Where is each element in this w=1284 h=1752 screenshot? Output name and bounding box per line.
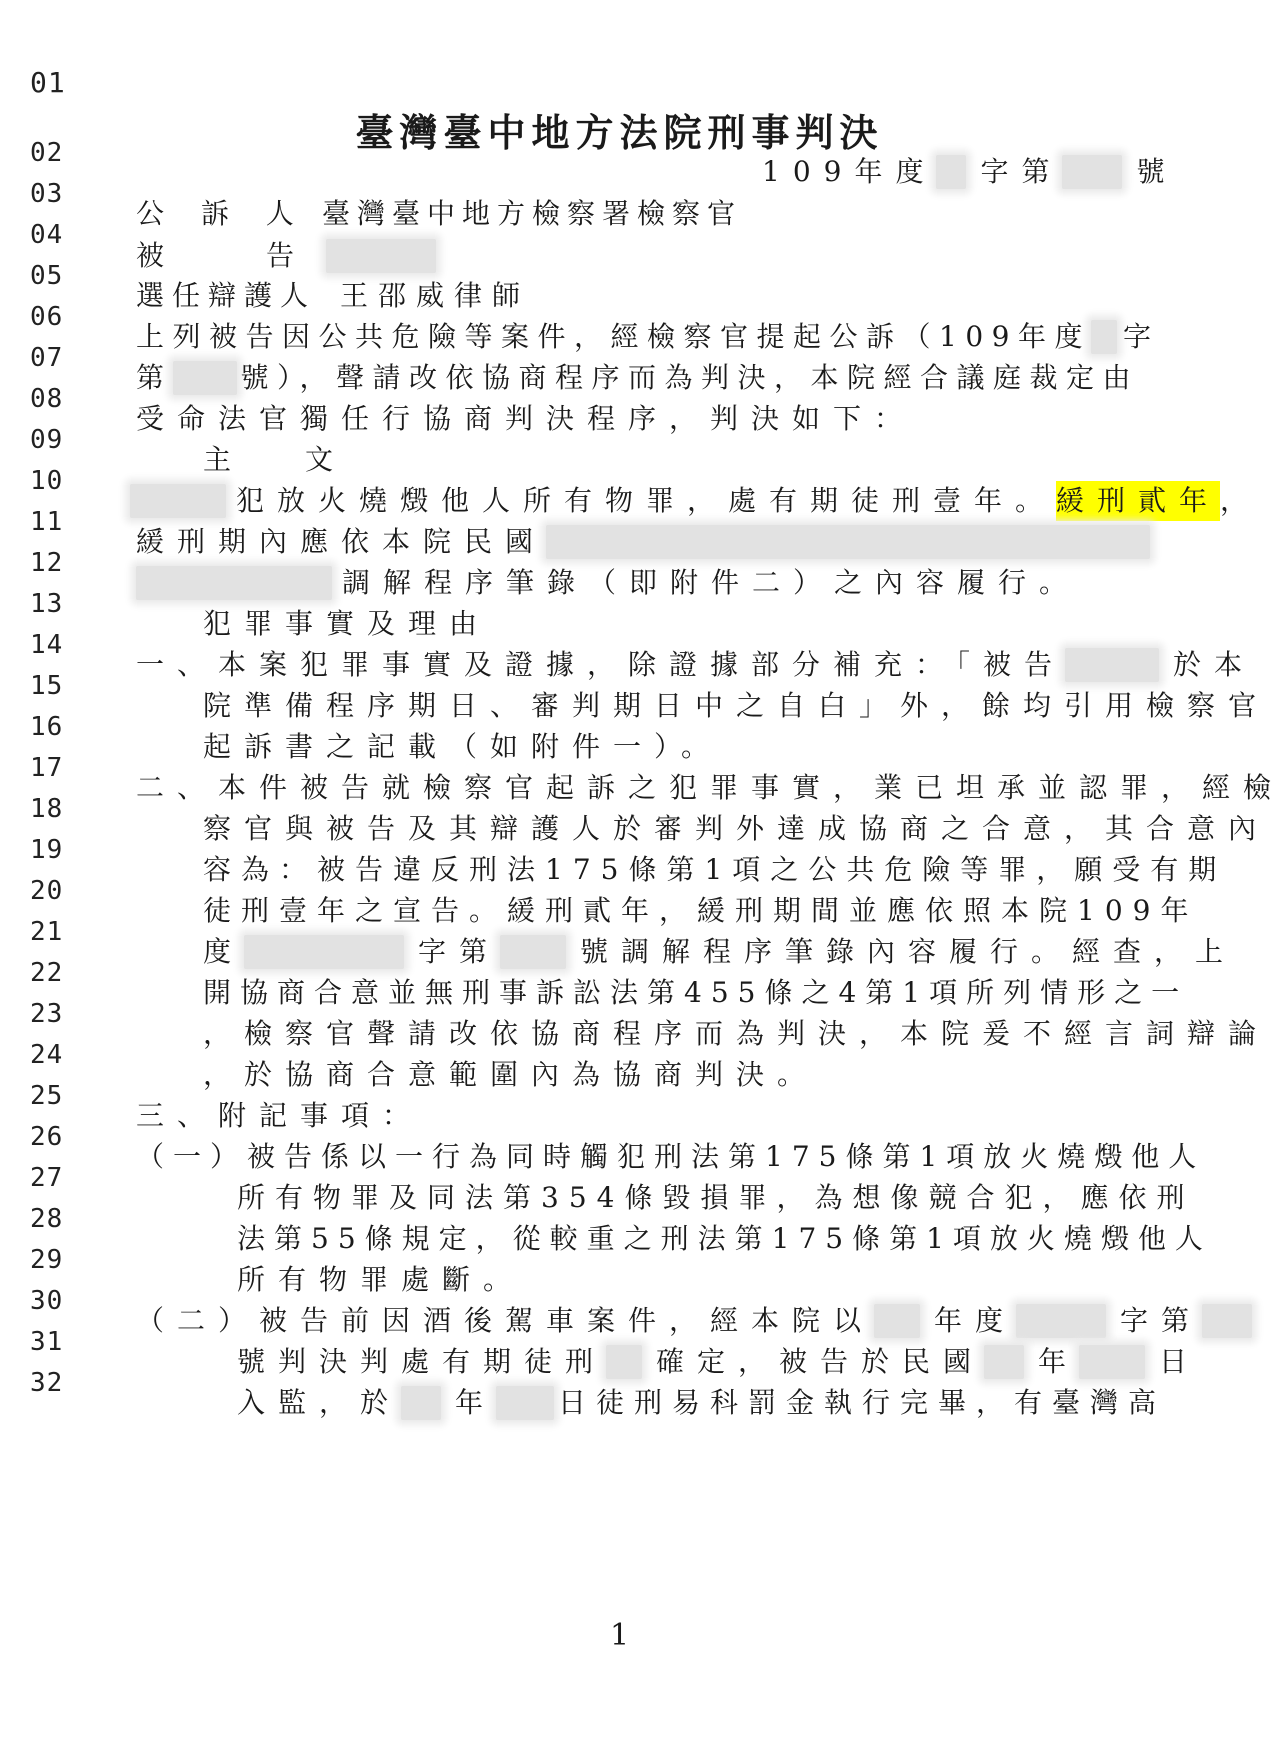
redacted-text bbox=[546, 525, 1150, 559]
heading-char: 文 bbox=[305, 443, 347, 476]
redacted-text bbox=[500, 935, 566, 969]
line-number: 02 bbox=[30, 138, 64, 168]
section-heading-facts: 犯罪事實及理由 bbox=[203, 607, 491, 640]
body-text: 年度 bbox=[934, 1304, 1017, 1337]
line-number: 31 bbox=[30, 1327, 64, 1357]
case-number-line bbox=[762, 152, 1177, 192]
body-text: 確定，被告於民國 bbox=[656, 1345, 985, 1378]
body-line bbox=[136, 317, 1159, 357]
line-number: 32 bbox=[30, 1368, 64, 1398]
body-line: 法第55條規定，從較重之刑法第175條第1項放火燒燬他人 bbox=[237, 1222, 1212, 1255]
line-number: 12 bbox=[30, 548, 64, 578]
body-text: 於本 bbox=[1173, 648, 1256, 681]
body-text: 第 bbox=[136, 361, 173, 394]
body-line: 起訴書之記載（如附件一）。 bbox=[203, 730, 723, 763]
redacted-text bbox=[1079, 1345, 1145, 1379]
body-text: 字 bbox=[1122, 320, 1160, 353]
line-number: 22 bbox=[30, 958, 64, 988]
case-number-suffix: 號 bbox=[1136, 155, 1178, 188]
line-number: 30 bbox=[30, 1286, 64, 1316]
body-line: ，於協商合意範圍內為協商判決。 bbox=[203, 1058, 819, 1091]
body-text: 度 bbox=[203, 935, 245, 968]
defense-counsel-name: 王邵威律師 bbox=[340, 279, 531, 312]
line-number: 09 bbox=[30, 425, 64, 455]
line-number: 16 bbox=[30, 712, 64, 742]
line-number: 03 bbox=[30, 179, 64, 209]
body-line bbox=[136, 645, 1255, 685]
defendant-line bbox=[136, 236, 436, 276]
line-number: 25 bbox=[30, 1081, 64, 1111]
redacted-text bbox=[173, 361, 237, 395]
line-number: 26 bbox=[30, 1122, 64, 1152]
body-text: 日 bbox=[1159, 1345, 1201, 1378]
line-number: 14 bbox=[30, 630, 64, 660]
body-line: 所有物罪及同法第354條毀損罪，為想像競合犯，應依刑 bbox=[237, 1181, 1195, 1214]
line-number: 01 bbox=[30, 66, 66, 99]
prosecutor-name: 臺灣臺中地方檢察署檢察官 bbox=[322, 197, 743, 230]
body-line: 院準備程序期日、審判期日中之自白」外，餘均引用檢察官 bbox=[203, 689, 1270, 722]
body-text: 上列被告因公共危險等案件，經檢察官提起公訴（109年度 bbox=[136, 320, 1091, 353]
body-line: 所有物罪處斷。 bbox=[237, 1263, 525, 1296]
redacted-defendant-name bbox=[326, 239, 436, 273]
line-number: 23 bbox=[30, 999, 64, 1029]
prosecutor-line bbox=[136, 194, 742, 234]
line-number: 08 bbox=[30, 384, 64, 414]
case-year: 109年度 bbox=[762, 155, 937, 188]
body-text: 號調解程序筆錄內容履行。經查，上 bbox=[580, 935, 1237, 968]
line-number: 13 bbox=[30, 589, 64, 619]
body-text: 調解程序筆錄（即附件二）之內容履行。 bbox=[342, 566, 1081, 599]
body-line: （一）被告係以一行為同時觸犯刑法第175條第1項放火燒燬他人 bbox=[136, 1140, 1206, 1173]
line-number: 06 bbox=[30, 302, 64, 332]
redacted-text bbox=[984, 1345, 1024, 1379]
section-heading-main bbox=[203, 440, 346, 480]
line-number: 15 bbox=[30, 671, 64, 701]
line-number: 20 bbox=[30, 876, 64, 906]
page-number: 1 bbox=[609, 1618, 630, 1653]
line-number: 19 bbox=[30, 835, 64, 865]
redacted-text bbox=[136, 566, 332, 600]
body-text: 犯放火燒燬他人所有物罪，處有期徒刑壹年。 bbox=[236, 484, 1057, 517]
main-text-line bbox=[136, 522, 1150, 562]
line-number: 17 bbox=[30, 753, 64, 783]
body-line: 受命法官獨任行協商判決程序，判決如下： bbox=[136, 402, 916, 435]
line-number: 18 bbox=[30, 794, 64, 824]
redacted-text bbox=[874, 1304, 920, 1338]
redacted-text bbox=[496, 1386, 554, 1420]
body-text: 入監，於 bbox=[237, 1386, 402, 1419]
body-line: 察官與被告及其辯護人於審判外達成協商之合意，其合意內 bbox=[203, 812, 1270, 845]
line-number: 27 bbox=[30, 1163, 64, 1193]
document-title: 臺灣臺中地方法院刑事判決 bbox=[355, 110, 884, 155]
redacted-case-type bbox=[936, 155, 966, 189]
defense-counsel-label: 選任辯護人 bbox=[136, 279, 317, 312]
line-number: 28 bbox=[30, 1204, 64, 1234]
line-number: 07 bbox=[30, 343, 64, 373]
body-line bbox=[136, 1301, 1252, 1341]
body-line bbox=[136, 358, 1139, 398]
line-number: 24 bbox=[30, 1040, 64, 1070]
defense-counsel-line bbox=[136, 276, 530, 316]
body-line bbox=[237, 1342, 1200, 1382]
body-line: 二、本件被告就檢察官起訴之犯罪事實，業已坦承並認罪，經檢 bbox=[136, 771, 1284, 804]
body-line: 三、附記事項： bbox=[136, 1099, 424, 1132]
prosecutor-label: 公 訴 人 bbox=[136, 197, 308, 230]
body-text: 號），聲請改依協商程序而為判決，本院經合議庭裁定由 bbox=[240, 361, 1140, 394]
redacted-text bbox=[606, 1345, 642, 1379]
heading-char: 主 bbox=[203, 443, 245, 476]
redacted-defendant-name bbox=[1065, 648, 1159, 682]
defendant-label-2: 告 bbox=[266, 239, 308, 272]
redacted-defendant-name bbox=[130, 484, 226, 518]
main-text-line bbox=[136, 563, 1080, 603]
line-number: 05 bbox=[30, 261, 64, 291]
redacted-text bbox=[1016, 1304, 1106, 1338]
body-text: 緩刑期內應依本院民國 bbox=[136, 525, 547, 558]
main-text-line bbox=[130, 481, 1261, 521]
line-number: 10 bbox=[30, 466, 64, 496]
redacted-text bbox=[244, 935, 404, 969]
redacted-text bbox=[401, 1386, 441, 1420]
redacted-case-number bbox=[1062, 155, 1122, 189]
body-line bbox=[237, 1383, 1166, 1423]
line-number: 11 bbox=[30, 507, 64, 537]
body-text: （二）被告前因酒後駕車案件，經本院以 bbox=[136, 1304, 875, 1337]
body-text: 年 bbox=[455, 1386, 497, 1419]
body-text: 年 bbox=[1038, 1345, 1080, 1378]
highlighted-text: 緩刑貳年 bbox=[1056, 481, 1220, 521]
defendant-label-1: 被 bbox=[136, 239, 178, 272]
body-line: 容為：被告違反刑法175條第1項之公共危險等罪，願受有期 bbox=[203, 853, 1227, 886]
body-line: 開協商合意並無刑事訴訟法第455條之4第1項所列情形之一 bbox=[203, 976, 1189, 1009]
line-number: 29 bbox=[30, 1245, 64, 1275]
line-number: 04 bbox=[30, 220, 64, 250]
body-line bbox=[203, 932, 1236, 972]
body-text: 號判決判處有期徒刑 bbox=[237, 1345, 607, 1378]
body-text: ， bbox=[1220, 484, 1262, 517]
body-text: 字第 bbox=[418, 935, 501, 968]
redacted-text bbox=[1091, 320, 1117, 354]
body-text: 字第 bbox=[1120, 1304, 1203, 1337]
body-line: ，檢察官聲請改依協商程序而為判決，本院爰不經言詞辯論 bbox=[203, 1017, 1270, 1050]
case-word-label: 字第 bbox=[980, 155, 1063, 188]
body-line: 徒刑壹年之宣告。緩刑貳年，緩刑期間並應依照本院109年 bbox=[203, 894, 1199, 927]
body-text: 一、本案犯罪事實及證據，除證據部分補充：「被告 bbox=[136, 648, 1066, 681]
redacted-text bbox=[1202, 1304, 1252, 1338]
line-number: 21 bbox=[30, 917, 64, 947]
body-text: 日徒刑易科罰金執行完畢，有臺灣高 bbox=[558, 1386, 1167, 1419]
